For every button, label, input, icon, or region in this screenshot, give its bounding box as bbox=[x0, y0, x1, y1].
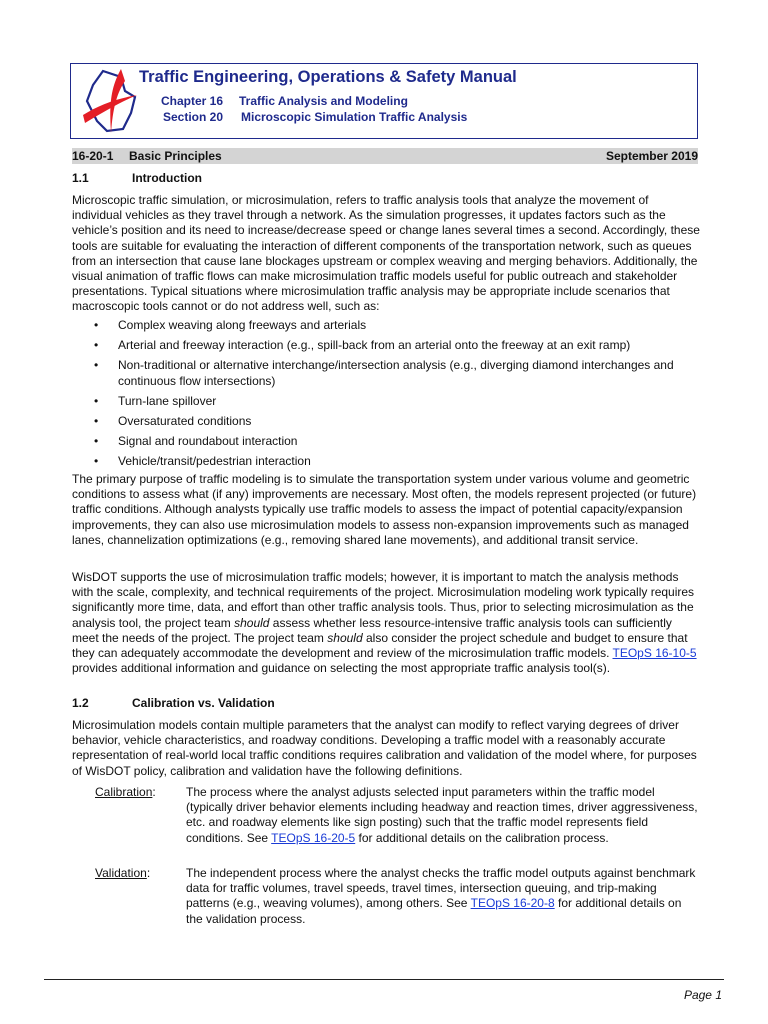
wisdot-paragraph bbox=[72, 570, 700, 676]
calibration-definition bbox=[95, 785, 700, 846]
section-heading-title: Basic Principles bbox=[129, 149, 222, 163]
teops-16-20-8-link[interactable]: TEOpS 16-20-8 bbox=[470, 896, 555, 911]
term-colon: : bbox=[146, 866, 151, 880]
wisconsin-map-logo-icon bbox=[81, 67, 139, 137]
list-item: • Turn-lane spillover bbox=[72, 394, 700, 409]
manual-title: Traffic Engineering, Operations & Safety Manual bbox=[139, 68, 517, 86]
section-label: Section 20 bbox=[163, 110, 224, 124]
definition-term bbox=[95, 785, 156, 800]
chapter-title: Traffic Analysis and Modeling bbox=[239, 94, 408, 108]
intro-paragraph: Microscopic traffic simulation, or microsimulation, refers to traffic analysis tools that analyze the movement of individual vehicles as they travel through a network. As the simulation progresses, it updates factors such as the vehicle’s position and its need to increase/decrease speed or change lanes several times a second. Accordingly, these tools are suitable for evaluating the interaction of different components of the transportation network, such as queues from an intersection that cause lane blockages upstream or complex weaving and merging behaviors. Additionally, the visual animation of traffic flows can make microsimulation traffic models useful for public outreach and stakeholder presentations. Typical situations where microsimulation traffic analysis may be appropriate include scenarios that macroscopic tools cannot or do not address well, such as: bbox=[72, 193, 700, 314]
subsection-title: Calibration vs. Validation bbox=[132, 696, 275, 710]
list-item: • Signal and roundabout interaction bbox=[72, 434, 700, 449]
paragraph-text: assess whether less resource-intensive traffic analysis tools can sufficiently meet the needs of the project. The project team bbox=[72, 615, 672, 645]
emphasis-should: should bbox=[327, 630, 363, 645]
paragraph-text: also consider the project schedule and budget to ensure that they can adequately accommodate the development and review of the microsimulation traffic models. bbox=[72, 630, 688, 661]
section-title: Microscopic Simulation Traffic Analysis bbox=[241, 110, 468, 124]
section-number: 16-20-1 bbox=[72, 149, 114, 163]
validation-definition bbox=[95, 866, 700, 927]
subsection-heading-calibration-validation bbox=[72, 696, 275, 710]
teops-16-10-5-link[interactable]: TEOpS 16-10-5 bbox=[612, 646, 697, 661]
page-number: Page 1 bbox=[683, 988, 722, 1002]
subsection-number: 1.1 bbox=[72, 171, 89, 185]
list-item: • Non-traditional or alternative interchange/intersection analysis (e.g., diverging diamond interchanges and continuous flow intersections) bbox=[72, 358, 700, 388]
definition-text: The independent process where the analyst checks the traffic model outputs against benchmark data for traffic volumes, travel speeds, travel times, intersection queuing, and trip-making patterns (e.g., weaving volumes), among others. See bbox=[186, 866, 696, 911]
section-heading-bar bbox=[72, 148, 698, 164]
footer-divider bbox=[44, 979, 724, 980]
calibration-term: Calibration bbox=[95, 785, 153, 799]
paragraph-text: WisDOT supports the use of microsimulation traffic models; however, it is important to match the analysis methods with the scale, complexity, and technical requirements of the project. Microsimulation modeling work typically requires significantly more time, data, and effort than other traffic analysis tools. Thus, prior to selecting microsimulation as the analysis tool, the project team bbox=[72, 570, 695, 630]
purpose-paragraph: The primary purpose of traffic modeling is to simulate the transportation system under various volume and geometric conditions to assess what (if any) improvements are necessary. Most often, the models represent projected (or future) traffic conditions. Although analysts typically use traffic models to assess the impact of potential capacity/expansion improvements, they can also use microsimulation models to assess non-expansion improvements such as managed lanes, channelization optimizations (e.g., removing shared lane movements), and additional transit service. bbox=[72, 472, 697, 547]
paragraph-text: provides additional information and guidance on selecting the most appropriate traffic analysis tool(s). bbox=[72, 661, 611, 676]
list-item: • Oversaturated conditions bbox=[72, 414, 700, 429]
term-colon: : bbox=[152, 785, 156, 799]
definition-term bbox=[95, 866, 150, 881]
list-item: • Arterial and freeway interaction (e.g., spill-back from an arterial onto the freeway at an exit ramp) bbox=[72, 338, 700, 353]
section-line bbox=[163, 110, 467, 124]
definition-text: The process where the analyst adjusts selected input parameters within the traffic model (typically driver behavior elements including headway and reaction times, driver aggressiveness, etc. and roadway elements like sign posting) such that the traffic model represents field conditions. See bbox=[186, 785, 698, 845]
definition-text: for additional details on the calibration process. bbox=[355, 830, 609, 845]
subsection-number: 1.2 bbox=[72, 696, 89, 710]
manual-header bbox=[70, 63, 698, 139]
calibration-intro-paragraph: Microsimulation models contain multiple parameters that the analyst can modify to reflect varying degrees of driver behavior, vehicle characteristics, and roadway conditions. Developing a traffic model with a reasonably accurate representation of real-world local traffic conditions requires calibration and validation of the model where, for purposes of WisDOT policy, calibration and validation have the following definitions. bbox=[72, 718, 697, 778]
definition-body bbox=[186, 785, 700, 846]
definition-body bbox=[186, 866, 700, 927]
subsection-heading-introduction bbox=[72, 171, 202, 185]
teops-16-20-5-link[interactable]: TEOpS 16-20-5 bbox=[271, 830, 356, 845]
situation-list bbox=[72, 318, 700, 475]
validation-term: Validation bbox=[95, 866, 147, 880]
list-item: • Complex weaving along freeways and arterials bbox=[72, 318, 700, 333]
chapter-label: Chapter 16 bbox=[161, 94, 224, 108]
emphasis-should: should bbox=[234, 615, 270, 630]
section-date: September 2019 bbox=[605, 149, 698, 163]
subsection-title: Introduction bbox=[132, 171, 202, 185]
definition-text: for additional details on the validation process. bbox=[186, 896, 682, 926]
chapter-line bbox=[161, 94, 408, 108]
list-item: • Vehicle/transit/pedestrian interaction bbox=[72, 454, 700, 469]
